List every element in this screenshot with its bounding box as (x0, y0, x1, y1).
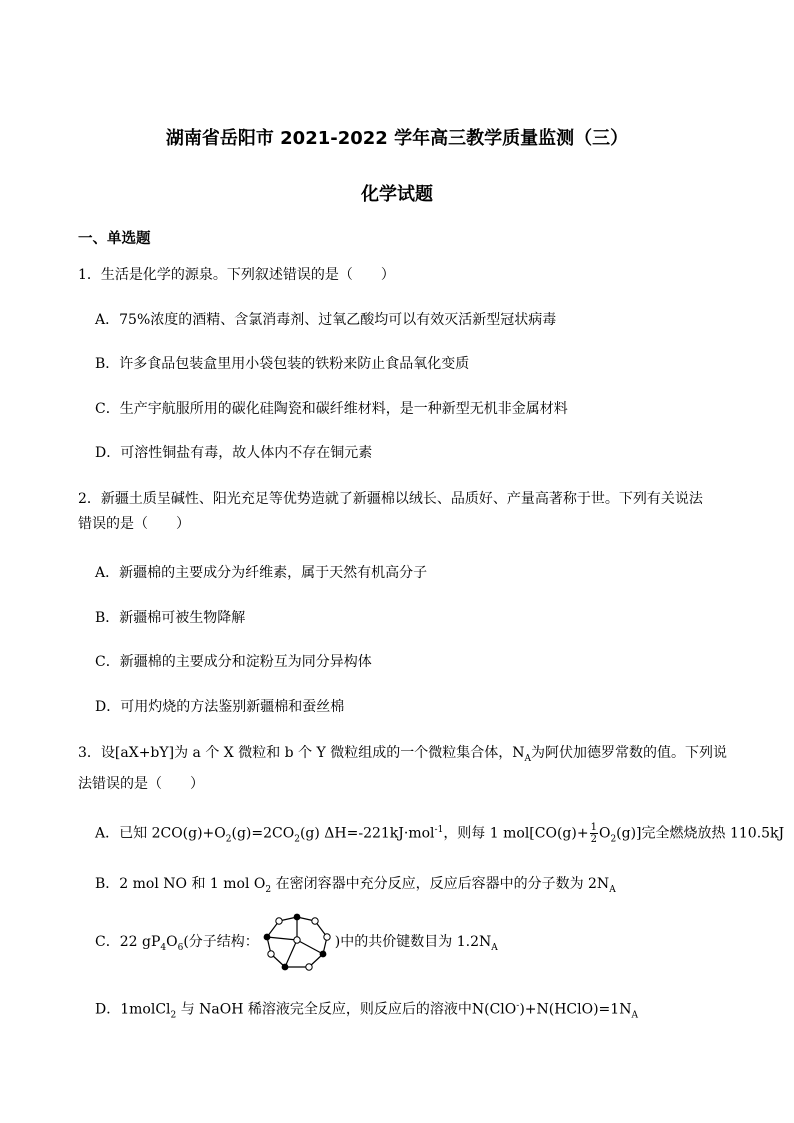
question-3-option-a (95, 820, 784, 849)
subscript: 2 (170, 1010, 177, 1021)
option-label: C． (95, 934, 120, 950)
fraction-denominator: 2 (590, 834, 597, 846)
superscript: - (516, 1001, 520, 1011)
question-3-stem-line-2: 法错误的是（ ） (78, 775, 204, 792)
question-1-stem (78, 263, 395, 288)
question-text: 生活是化学的源泉。下列叙述错误的是（ ） (100, 267, 395, 283)
question-3-option-d (95, 996, 638, 1025)
formula-part: )+N(HClO)=1N (519, 1001, 632, 1018)
formula-part: O (598, 825, 611, 842)
question-2-stem (78, 487, 703, 537)
question-1-option-c (95, 399, 568, 419)
question-2-option-a (95, 563, 427, 583)
p4o6-structure-icon (261, 912, 333, 972)
option-label: D． (95, 1001, 121, 1018)
formula-part: 在密闭容器中充分反应，反应后容器中的分子数为 2N (271, 876, 610, 892)
question-3-option-b (95, 874, 616, 900)
subscript: 2 (610, 834, 617, 845)
section-heading: 一、单选题 (78, 231, 151, 247)
question-3-stem-line-1 (78, 741, 727, 772)
question-text: 新疆土质呈碱性、阳光充足等优势造就了新疆棉以绒长、品质好、产量高著称于世。下列有关说法 (100, 491, 703, 507)
question-number: 2． (78, 491, 101, 507)
question-1-option-b (95, 354, 469, 374)
question-1-option-d (95, 443, 372, 463)
subscript: A (609, 884, 616, 895)
formula-part: 1molCl (120, 1001, 171, 1018)
option-label: A． (95, 825, 120, 842)
question-2-option-c (95, 652, 372, 672)
subscript: 4 (160, 942, 167, 953)
question-number: 3． (78, 745, 101, 761)
formula-part: 与 NaOH 稀溶液完全反应，则反应后的溶液中N(ClO (176, 1001, 517, 1018)
formula-part: (g)]完全燃烧放热 110.5kJ (616, 825, 785, 842)
option-text: 新疆棉的主要成分和淀粉互为同分异构体 (119, 654, 372, 670)
fraction (590, 822, 598, 845)
formula-part: 2 mol NO 和 1 mol O (119, 876, 266, 892)
formula-part: ，则每 1 mol[CO(g)+ (443, 825, 589, 842)
option-label: B． (95, 876, 120, 892)
option-label: C． (95, 654, 120, 670)
option-text: 可用灼烧的方法鉴别新疆棉和蚕丝棉 (120, 699, 345, 715)
subscript: A (631, 1010, 638, 1021)
formula-part: (g)=2CO (231, 825, 295, 842)
question-2-option-d (95, 697, 344, 717)
formula-part: O (166, 934, 178, 950)
question-1-option-a (95, 310, 556, 330)
formula-part: (分子结构： (183, 934, 259, 950)
formula-part: 已知 2CO(g)+O (119, 825, 226, 842)
subscript: 2 (265, 884, 272, 895)
subscript: 2 (294, 834, 300, 845)
formula-part: )中的共价键数目为 1.2N (334, 934, 492, 950)
question-2-stem-line-2: 错误的是（ ） (78, 516, 190, 532)
stem-text-part: 设[aX+bY]为 a 个 X 微粒和 b 个 Y 微粒组成的一个微粒集合体，N (100, 745, 525, 761)
question-3-stem (78, 741, 727, 797)
fraction-numerator: 1 (590, 822, 597, 834)
option-text: 新疆棉的主要成分为纤维素，属于天然有机高分子 (119, 565, 428, 581)
option-text: 新疆棉可被生物降解 (119, 610, 246, 626)
option-label: C． (95, 401, 120, 417)
option-label: B． (95, 356, 120, 372)
subscript: 6 (177, 942, 184, 953)
question-2-option-b (95, 608, 245, 628)
superscript: -1 (434, 825, 444, 835)
page-title: 湖南省岳阳市 2021-2022 学年高三教学质量监测（三） (165, 128, 629, 149)
formula-part: 22 gP (119, 934, 161, 950)
option-text: 许多食品包装盒里用小袋包装的铁粉来防止食品氧化变质 (119, 356, 470, 372)
option-label: A． (95, 312, 120, 328)
subscript: A (491, 942, 498, 953)
subscript: 2 (225, 834, 232, 845)
question-2-stem-line-1 (78, 487, 703, 512)
option-label: D． (95, 699, 121, 715)
option-label: D． (95, 445, 121, 461)
option-text: 可溶性铜盐有毒，故人体内不存在铜元素 (120, 445, 373, 461)
page-subtitle: 化学试题 (361, 184, 433, 205)
stem-text-part: 为阿伏加德罗常数的值。下列说 (530, 745, 727, 761)
subscript: A (524, 753, 531, 764)
option-text: 75%浓度的酒精、含氯消毒剂、过氧乙酸均可以有效灭活新型冠状病毒 (119, 312, 557, 328)
formula-part: (g) ΔH=-221kJ·mol (299, 825, 435, 842)
option-label: A． (95, 565, 120, 581)
option-text: 生产宇航服所用的碳化硅陶瓷和碳纤维材料，是一种新型无机非金属材料 (119, 401, 568, 417)
question-number: 1． (78, 267, 101, 283)
question-3-option-c (95, 912, 498, 978)
option-label: B． (95, 610, 120, 626)
